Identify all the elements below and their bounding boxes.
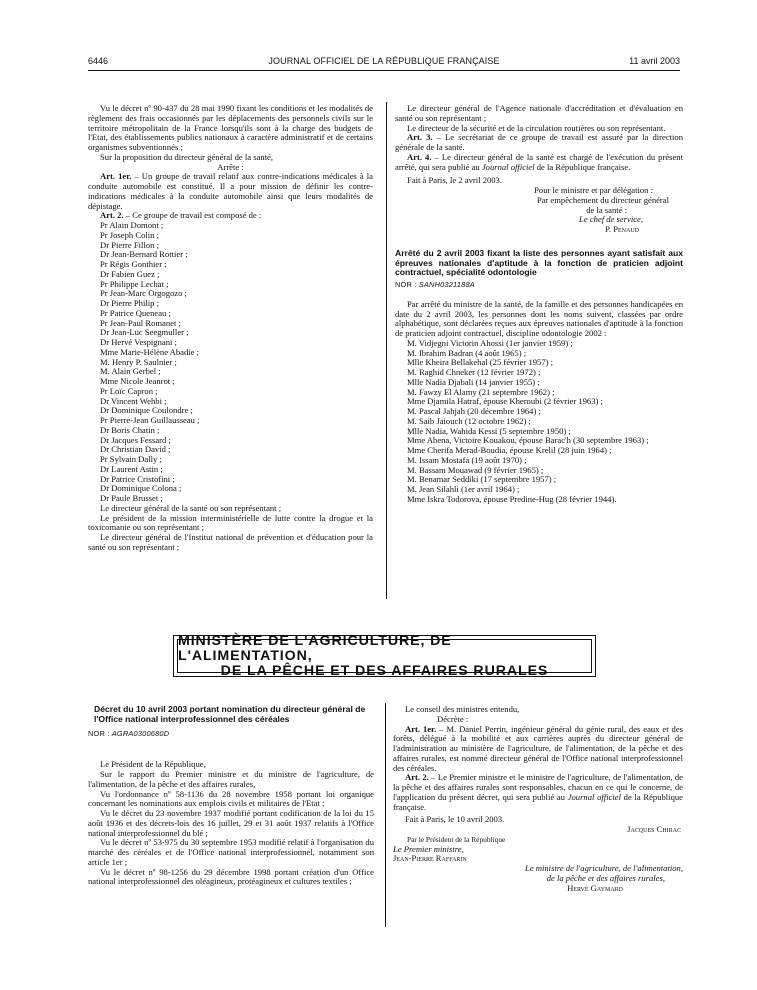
member-item: Pr Loïc Capron ; [100,385,158,396]
article-label: Art. 2. [100,210,124,221]
member-item: Pr Jean-Marc Orgogozo ; [100,288,187,299]
laureate-item: M. Benamar Seddiki (17 septembre 1957) ; [407,474,557,485]
laureate-item: M. Jean Silahli (1er avril 1964) ; [407,484,520,495]
nor-code: AGRA0300680D [111,728,170,738]
paragraph: Vu l'ordonnance nº 58-1136 du 28 novembre 1958 portant loi organique concernant les nominations aux emplois civils et militaires de l'Etat ; [88,788,374,809]
laureate-item: Mlle Nadia, Wahida Kessi (5 septembre 1950) ; [407,425,571,436]
member-item: Pr Sylvain Dally ; [100,454,162,464]
decree-title: Décret du 10 avril 2003 portant nomination du directeur général de l'Office national interprofessionnel des céréales [94,704,366,724]
page-number: 6446 [88,56,109,66]
members-list [88,221,373,504]
laureate-item: M. Ibrahim Badran (4 août 1965) ; [407,347,527,358]
role-item: Le directeur général de l'Agence nationale d'accréditation et d'évaluation en santé ou son représentant ; [395,103,683,123]
article-label: Art. 1er. [405,723,437,734]
column-right-top [395,104,683,505]
journal-title: JOURNAL OFFICIEL DE LA RÉPUBLIQUE FRANÇAISE [268,56,500,66]
member-item: Dr Laurent Astin ; [100,463,163,474]
article-1 [88,172,373,211]
laureate-item: Mlle Kheira Bellakehal (25 février 1957) ; [407,357,554,368]
arrete-label: Arrête : [217,161,244,172]
member-item: Pr Patrice Queneau ; [100,307,171,318]
article-label: Art. 3. [407,132,433,143]
laureate-item: M. Raghid Chneker (12 février 1972) ; [407,367,541,378]
role-item: Le directeur général de la santé ou son représentant ; [100,502,282,513]
paragraph: Vu le décret du 23 novembre 1937 modifié portant codification de la loi du 15 août 1936 et des décrets-lois des 16 juillet, 29 et 31 août 1937 relatifs à l'Office national interprofessionnel du blé ; [88,808,374,838]
signature-title: Le chef de service, [579,214,643,225]
column-right-bottom [393,705,683,893]
member-item: Pr Jean-Paul Romanet ; [100,317,181,328]
column-divider [386,102,387,599]
laureate-item: M. Issam Mostafa (19 août 1970) ; [407,454,527,465]
member-item: Pr Pierre-Jean Guillausseau ; [100,415,200,425]
column-divider [385,703,386,927]
column-left-top [88,104,373,553]
signature-line: Par empêchement du directeur général [536,194,669,205]
paragraph: Vu le décret nº 90-437 du 28 mai 1990 fixant les conditions et les modalités de règlement des frais occasionnés par les déplacements des personnels civils sur le territoire métropolitain de la France lorsqu'ils sont à la charge des budgets de l'Etat, des établissements publics nationaux à caractère administratif et de certains organismes subventionnés ; [88,103,373,152]
laureate-item: M. Pascal Jahjah (20 décembre 1964) ; [407,406,541,417]
member-item: Dr Paule Brusset ; [100,493,163,503]
member-item: M. Alain Gerbel ; [100,366,161,377]
member-item: Dr Christian David ; [100,444,171,455]
signature-line: Pour le ministre et par délégation : [534,185,653,195]
member-item: Dr Boris Chatin ; [100,424,160,435]
laureate-item: Mme Cherifa Merad-Boudia, épouse Krelil (28 juin 1964) ; [407,445,612,456]
ministry-banner-inner [177,632,592,679]
ministry-line-1: MINISTÈRE DE L'AGRICULTURE, DE L'ALIMENTATION, [178,632,452,664]
nor-reference [88,729,374,739]
role-item: Le président de la mission interministérielle de lutte contre la drogue et la toxicomanie ou son représentant ; [88,512,373,533]
member-item: Dr Jean-Bernard Rottier ; [100,249,188,260]
signing-place-date: Fait à Paris, le 10 avril 2003. [405,814,505,825]
article-label: Art. 1er. [100,171,132,182]
laureate-item: Mme Iskra Todorova, épouse Predine-Hug (28 février 1944). [407,493,617,504]
ministry-banner [173,632,596,679]
journal-name: Journal officiel [567,791,621,802]
article-2 [393,773,683,812]
paragraph: Sur la proposition du directeur général de la santé, [100,151,274,162]
recitals [88,770,374,887]
article-text: de la République française. [534,161,631,172]
column-left-bottom [88,705,374,887]
page-header [88,56,680,70]
member-item: Dr Hervé Vespignani ; [100,337,177,347]
member-item: Dr Vincent Wehbi ; [100,395,167,406]
role-item: Le directeur général de l'Institut national de prévention et d'éducation pour la santé ou son représentant ; [88,532,373,552]
nor-code: SANH0321188A [418,280,475,290]
article-text: – Le directeur général de la santé est chargé de l'exécution du présent arrêté, qui sera publié au [395,151,683,172]
paragraph: Vu le décret nº 53-975 du 30 septembre 1953 modifié relatif à l'organisation du marché des céréales et de l'Office national interprofessionnel, notamment son article 1er ; [88,837,374,867]
article-text: – M. Daniel Perrin, ingénieur général du génie rural, des eaux et des forêts, délégué à la mobilité et aux carrières auprès du directeur général de l'administration au ministère de l'agriculture, de l'alimentation, de la pêche et des affaires rurales, est nommé directeur général de l'Office national interprofessionnel des céréales. [393,723,683,773]
member-item: Pr Alain Domont ; [100,220,164,230]
member-item: Dr Patrice Cristofini ; [100,473,175,484]
ministry-line-2: DE LA PÊCHE ET DES AFFAIRES RURALES [220,662,549,679]
signature-title: de la pêche et des affaires rurales, [546,872,665,883]
header-rule [88,70,680,71]
signature-name: Jean-Pierre Raffarin [393,853,467,864]
article-1 [393,725,683,774]
laureate-item: M. Bassam Mouawad (9 février 1965) ; [407,464,544,475]
member-item: Pr Philippe Lechat ; [100,278,169,289]
paragraph: Vu le décret nº 98-1256 du 29 décembre 1998 portant création d'un Office national interprofessionnel des oléagineux, protéagineux et cultures textiles ; [88,866,374,887]
article-4 [395,153,683,173]
laureate-item: Mlle Nadia Djabali (14 janvier 1955) ; [407,376,540,387]
article-text: – Le secrétariat de ce groupe de travail est assuré par la direction générale de la santé. [395,132,684,152]
article-label: Art. 4. [407,151,432,162]
decrete-label: Décrète : [437,713,469,724]
signature-title: Le Premier ministre, [393,843,464,854]
journal-name: Journal officiel [481,161,535,172]
laureates-list [395,339,683,505]
member-item: Dr Fabien Guez ; [100,268,160,279]
member-item: Pr Régis Gonthier ; [100,259,167,269]
signature-line: Par le Président de la République [407,834,506,844]
signature-name: P. Penaud [605,224,639,234]
member-item: Dr Dominique Colona ; [100,483,182,494]
member-item: Dr Pierre Philip ; [100,298,159,308]
article-3 [395,133,683,153]
issue-date: 11 avril 2003 [629,56,680,66]
arrete-title: Arrêté du 2 avril 2003 fixant la liste des personnes ayant satisfait aux épreuves nationales d'aptitude à la fonction de praticien adjoint contractuel, spécialité odontologie [395,247,683,278]
laureate-item: M. Vidjegni Victorin Ahossi (1er janvier 1959) ; [407,337,573,348]
laureate-item: M. Saib Jaiouch (12 octobre 1962) ; [407,415,531,426]
article-label: Art. 2. [405,772,429,783]
member-item: Mme Marie-Hélène Abadie ; [100,346,200,357]
member-item: M. Henry P. Saulnier ; [100,356,177,367]
member-item: Dr Dominique Coulondre ; [100,405,193,416]
article-text: – Un groupe de travail relatif aux contre-indications médicales à la conduite automobile est constitué. Il a pour mission de définir les contre-indications médicales à la conduite automobile ainsi que leurs modalités de dépistage. [88,171,374,211]
role-item: Le directeur de la sécurité et de la circulation routières ou son représentant. [407,122,666,133]
signature-title: Le ministre de l'agriculture, de l'alimentation, [525,863,683,873]
member-item: Pr Joseph Colin ; [100,229,159,240]
laureate-item: Mme Djamila Hatraf, épouse Kheroubi (2 février 1963) ; [407,396,603,407]
member-item: Mme Nicole Jeanrot ; [100,376,175,386]
nor-reference [395,280,683,290]
article-text: de la République française. [393,791,683,812]
roles-list [395,104,683,133]
member-item: Dr Jacques Fessard ; [100,434,171,445]
nor-label: NOR : [395,280,419,290]
signature-line: de la santé : [586,204,627,215]
paragraph: Sur le rapport du Premier ministre et du ministre de l'agriculture, de l'alimentation, de la pêche et des affaires rurales, [88,769,374,789]
signature-name: Hervé Gaymard [567,882,623,893]
laureate-item: M. Fawzy El Alamy (21 septembre 1962) ; [407,386,555,397]
laureate-item: Mme Abena, Victoire Kouakou, épouse Barac'h (30 septembre 1963) ; [407,435,649,446]
member-item: Dr Pierre Fillon ; [100,239,159,250]
article-text: – Ce groupe de travail est composé de : [123,210,262,221]
paragraph: Par arrêté du ministre de la santé, de la famille et des personnes handicapées en date du 2 avril 2003, les personnes dont les noms suivent, classées par ordre alphabétique, sont déclarées reçues aux épreuves nationales d'aptitude à la fonction de praticien adjoint contractuel, discipline odontologie 2002 : [395,298,683,339]
roles-list [88,504,373,553]
signing-place-date: Fait à Paris, le 2 avril 2003. [407,175,502,186]
member-item: Dr Jean-Luc Seegmuller ; [100,327,189,338]
paragraph: Le Président de la République, [100,759,206,770]
article-text: – Le Premier ministre et le ministre de l'agriculture, de l'alimentation, de la pêche et des affaires rurales sont responsables, chacun en ce qui le concerne, de l'application du présent décret, qui sera publié au [393,772,683,802]
nor-label: NOR : [88,728,112,738]
signature-name: Jacques Chirac [627,824,681,834]
paragraph: Le conseil des ministres entendu, [405,704,520,714]
